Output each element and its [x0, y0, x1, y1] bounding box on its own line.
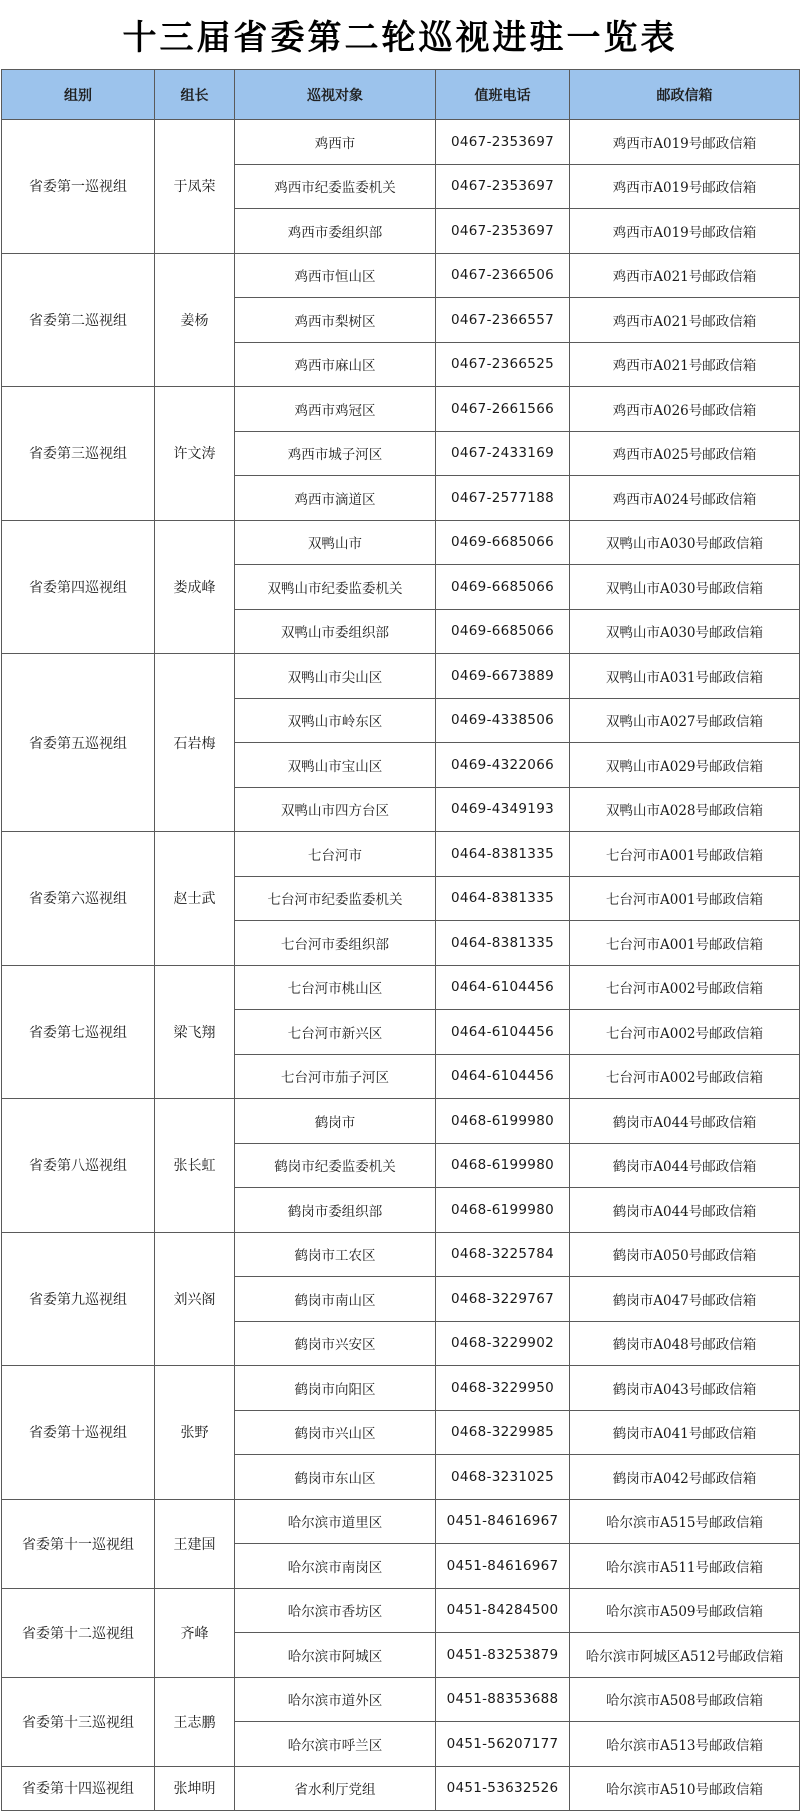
table-row [2, 387, 800, 432]
group-name-cell: 省委第一巡视组 [2, 120, 155, 254]
page-title: 十三届省委第二轮巡视进驻一览表 [122, 17, 678, 58]
phone-cell: 0469-4322066 [436, 743, 570, 788]
header-phone: 值班电话 [436, 70, 570, 120]
group-name-cell: 省委第三巡视组 [2, 387, 155, 521]
phone-cell: 0464-8381335 [436, 876, 570, 921]
mailbox-cell: 双鸭山市A030号邮政信箱 [570, 565, 800, 610]
group-name-cell: 省委第七巡视组 [2, 965, 155, 1099]
target-cell: 鸡西市委组织部 [235, 209, 436, 254]
phone-cell: 0451-88353688 [436, 1677, 570, 1722]
phone-cell: 0467-2353697 [436, 209, 570, 254]
header-group: 组别 [2, 70, 155, 120]
phone-cell: 0467-2366506 [436, 253, 570, 298]
mailbox-cell: 双鸭山市A030号邮政信箱 [570, 609, 800, 654]
target-cell: 七台河市 [235, 832, 436, 877]
mailbox-cell: 双鸭山市A031号邮政信箱 [570, 654, 800, 699]
phone-cell: 0468-6199980 [436, 1099, 570, 1144]
target-cell: 双鸭山市四方台区 [235, 787, 436, 832]
target-cell: 省水利厅党组 [235, 1766, 436, 1811]
group-leader-cell: 姜杨 [155, 253, 235, 387]
target-cell: 鸡西市麻山区 [235, 342, 436, 387]
group-leader-cell: 王志鹏 [155, 1677, 235, 1766]
phone-cell: 0468-3225784 [436, 1232, 570, 1277]
mailbox-cell: 鸡西市A019号邮政信箱 [570, 209, 800, 254]
target-cell: 鸡西市梨树区 [235, 298, 436, 343]
phone-cell: 0451-84616967 [436, 1544, 570, 1589]
mailbox-cell: 鸡西市A021号邮政信箱 [570, 298, 800, 343]
group-leader-cell: 刘兴阁 [155, 1232, 235, 1366]
group-leader-cell: 齐峰 [155, 1588, 235, 1677]
phone-cell: 0469-6673889 [436, 654, 570, 699]
group-leader-cell: 张坤明 [155, 1766, 235, 1811]
mailbox-cell: 七台河市A001号邮政信箱 [570, 921, 800, 966]
target-cell: 鸡西市城子河区 [235, 431, 436, 476]
phone-cell: 0451-84616967 [436, 1499, 570, 1544]
mailbox-cell: 七台河市A001号邮政信箱 [570, 832, 800, 877]
phone-cell: 0451-53632526 [436, 1766, 570, 1811]
mailbox-cell: 七台河市A002号邮政信箱 [570, 1054, 800, 1099]
target-cell: 哈尔滨市道里区 [235, 1499, 436, 1544]
target-cell: 哈尔滨市呼兰区 [235, 1722, 436, 1767]
mailbox-cell: 哈尔滨市阿城区A512号邮政信箱 [570, 1633, 800, 1678]
target-cell: 鹤岗市委组织部 [235, 1188, 436, 1233]
group-name-cell: 省委第四巡视组 [2, 520, 155, 654]
mailbox-cell: 七台河市A001号邮政信箱 [570, 876, 800, 921]
table-row [2, 654, 800, 699]
group-name-cell: 省委第十巡视组 [2, 1366, 155, 1500]
phone-cell: 0469-4338506 [436, 698, 570, 743]
header-mailbox: 邮政信箱 [570, 70, 800, 120]
group-name-cell: 省委第十二巡视组 [2, 1588, 155, 1677]
mailbox-cell: 鸡西市A021号邮政信箱 [570, 253, 800, 298]
group-leader-cell: 娄成峰 [155, 520, 235, 654]
phone-cell: 0467-2577188 [436, 476, 570, 521]
mailbox-cell: 哈尔滨市A513号邮政信箱 [570, 1722, 800, 1767]
phone-cell: 0467-2353697 [436, 120, 570, 165]
target-cell: 鸡西市滴道区 [235, 476, 436, 521]
target-cell: 哈尔滨市道外区 [235, 1677, 436, 1722]
mailbox-cell: 鹤岗市A050号邮政信箱 [570, 1232, 800, 1277]
inspection-table [1, 69, 800, 1811]
mailbox-cell: 鹤岗市A047号邮政信箱 [570, 1277, 800, 1322]
phone-cell: 0468-3231025 [436, 1455, 570, 1500]
target-cell: 鹤岗市 [235, 1099, 436, 1144]
target-cell: 七台河市新兴区 [235, 1010, 436, 1055]
target-cell: 鸡西市纪委监委机关 [235, 164, 436, 209]
mailbox-cell: 七台河市A002号邮政信箱 [570, 965, 800, 1010]
target-cell: 双鸭山市 [235, 520, 436, 565]
mailbox-cell: 鹤岗市A048号邮政信箱 [570, 1321, 800, 1366]
group-name-cell: 省委第十一巡视组 [2, 1499, 155, 1588]
phone-cell: 0468-3229985 [436, 1410, 570, 1455]
group-name-cell: 省委第十三巡视组 [2, 1677, 155, 1766]
mailbox-cell: 鸡西市A025号邮政信箱 [570, 431, 800, 476]
target-cell: 鹤岗市纪委监委机关 [235, 1143, 436, 1188]
table-row [2, 1588, 800, 1633]
phone-cell: 0468-6199980 [436, 1143, 570, 1188]
target-cell: 哈尔滨市阿城区 [235, 1633, 436, 1678]
header-leader: 组长 [155, 70, 235, 120]
phone-cell: 0451-56207177 [436, 1722, 570, 1767]
target-cell: 七台河市纪委监委机关 [235, 876, 436, 921]
phone-cell: 0467-2661566 [436, 387, 570, 432]
target-cell: 鹤岗市东山区 [235, 1455, 436, 1500]
target-cell: 双鸭山市纪委监委机关 [235, 565, 436, 610]
group-name-cell: 省委第六巡视组 [2, 832, 155, 966]
mailbox-cell: 鸡西市A021号邮政信箱 [570, 342, 800, 387]
table-row [2, 520, 800, 565]
mailbox-cell: 哈尔滨市A509号邮政信箱 [570, 1588, 800, 1633]
group-name-cell: 省委第八巡视组 [2, 1099, 155, 1233]
group-leader-cell: 许文涛 [155, 387, 235, 521]
mailbox-cell: 哈尔滨市A510号邮政信箱 [570, 1766, 800, 1811]
phone-cell: 0469-4349193 [436, 787, 570, 832]
phone-cell: 0469-6685066 [436, 565, 570, 610]
mailbox-cell: 鸡西市A019号邮政信箱 [570, 164, 800, 209]
phone-cell: 0468-3229902 [436, 1321, 570, 1366]
phone-cell: 0464-6104456 [436, 1054, 570, 1099]
phone-cell: 0464-8381335 [436, 921, 570, 966]
table-header-row [2, 70, 800, 120]
header-target: 巡视对象 [235, 70, 436, 120]
target-cell: 鹤岗市向阳区 [235, 1366, 436, 1411]
mailbox-cell: 双鸭山市A029号邮政信箱 [570, 743, 800, 788]
table-row [2, 253, 800, 298]
target-cell: 七台河市委组织部 [235, 921, 436, 966]
target-cell: 七台河市茄子河区 [235, 1054, 436, 1099]
target-cell: 双鸭山市尖山区 [235, 654, 436, 699]
target-cell: 鹤岗市工农区 [235, 1232, 436, 1277]
phone-cell: 0467-2353697 [436, 164, 570, 209]
group-leader-cell: 梁飞翔 [155, 965, 235, 1099]
target-cell: 鸡西市 [235, 120, 436, 165]
group-leader-cell: 于凤荣 [155, 120, 235, 254]
phone-cell: 0451-84284500 [436, 1588, 570, 1633]
target-cell: 鸡西市鸡冠区 [235, 387, 436, 432]
mailbox-cell: 鹤岗市A044号邮政信箱 [570, 1188, 800, 1233]
table-row [2, 1499, 800, 1544]
phone-cell: 0467-2366557 [436, 298, 570, 343]
phone-cell: 0464-6104456 [436, 1010, 570, 1055]
table-row [2, 1099, 800, 1144]
group-leader-cell: 石岩梅 [155, 654, 235, 832]
phone-cell: 0468-3229767 [436, 1277, 570, 1322]
mailbox-cell: 双鸭山市A027号邮政信箱 [570, 698, 800, 743]
group-name-cell: 省委第五巡视组 [2, 654, 155, 832]
group-name-cell: 省委第九巡视组 [2, 1232, 155, 1366]
table-row [2, 965, 800, 1010]
mailbox-cell: 哈尔滨市A508号邮政信箱 [570, 1677, 800, 1722]
target-cell: 双鸭山市宝山区 [235, 743, 436, 788]
target-cell: 鹤岗市南山区 [235, 1277, 436, 1322]
mailbox-cell: 哈尔滨市A511号邮政信箱 [570, 1544, 800, 1589]
target-cell: 鹤岗市兴山区 [235, 1410, 436, 1455]
group-name-cell: 省委第十四巡视组 [2, 1766, 155, 1811]
mailbox-cell: 鹤岗市A044号邮政信箱 [570, 1143, 800, 1188]
table-row [2, 1366, 800, 1411]
group-leader-cell: 王建国 [155, 1499, 235, 1588]
group-leader-cell: 赵士武 [155, 832, 235, 966]
phone-cell: 0451-83253879 [436, 1633, 570, 1678]
phone-cell: 0467-2433169 [436, 431, 570, 476]
phone-cell: 0468-3229950 [436, 1366, 570, 1411]
target-cell: 双鸭山市委组织部 [235, 609, 436, 654]
mailbox-cell: 鸡西市A024号邮政信箱 [570, 476, 800, 521]
mailbox-cell: 鹤岗市A042号邮政信箱 [570, 1455, 800, 1500]
table-row [2, 1766, 800, 1811]
mailbox-cell: 鹤岗市A044号邮政信箱 [570, 1099, 800, 1144]
mailbox-cell: 鸡西市A026号邮政信箱 [570, 387, 800, 432]
mailbox-cell: 鸡西市A019号邮政信箱 [570, 120, 800, 165]
table-body [2, 120, 800, 1811]
table-row [2, 832, 800, 877]
mailbox-cell: 双鸭山市A030号邮政信箱 [570, 520, 800, 565]
table-row [2, 1677, 800, 1722]
mailbox-cell: 双鸭山市A028号邮政信箱 [570, 787, 800, 832]
group-leader-cell: 张长虹 [155, 1099, 235, 1233]
target-cell: 七台河市桃山区 [235, 965, 436, 1010]
phone-cell: 0464-8381335 [436, 832, 570, 877]
target-cell: 哈尔滨市南岗区 [235, 1544, 436, 1589]
phone-cell: 0464-6104456 [436, 965, 570, 1010]
group-name-cell: 省委第二巡视组 [2, 253, 155, 387]
table-row [2, 1232, 800, 1277]
phone-cell: 0469-6685066 [436, 609, 570, 654]
target-cell: 双鸭山市岭东区 [235, 698, 436, 743]
phone-cell: 0469-6685066 [436, 520, 570, 565]
target-cell: 哈尔滨市香坊区 [235, 1588, 436, 1633]
phone-cell: 0467-2366525 [436, 342, 570, 387]
table-row [2, 120, 800, 165]
mailbox-cell: 鹤岗市A041号邮政信箱 [570, 1410, 800, 1455]
mailbox-cell: 鹤岗市A043号邮政信箱 [570, 1366, 800, 1411]
target-cell: 鹤岗市兴安区 [235, 1321, 436, 1366]
phone-cell: 0468-6199980 [436, 1188, 570, 1233]
mailbox-cell: 七台河市A002号邮政信箱 [570, 1010, 800, 1055]
target-cell: 鸡西市恒山区 [235, 253, 436, 298]
group-leader-cell: 张野 [155, 1366, 235, 1500]
mailbox-cell: 哈尔滨市A515号邮政信箱 [570, 1499, 800, 1544]
